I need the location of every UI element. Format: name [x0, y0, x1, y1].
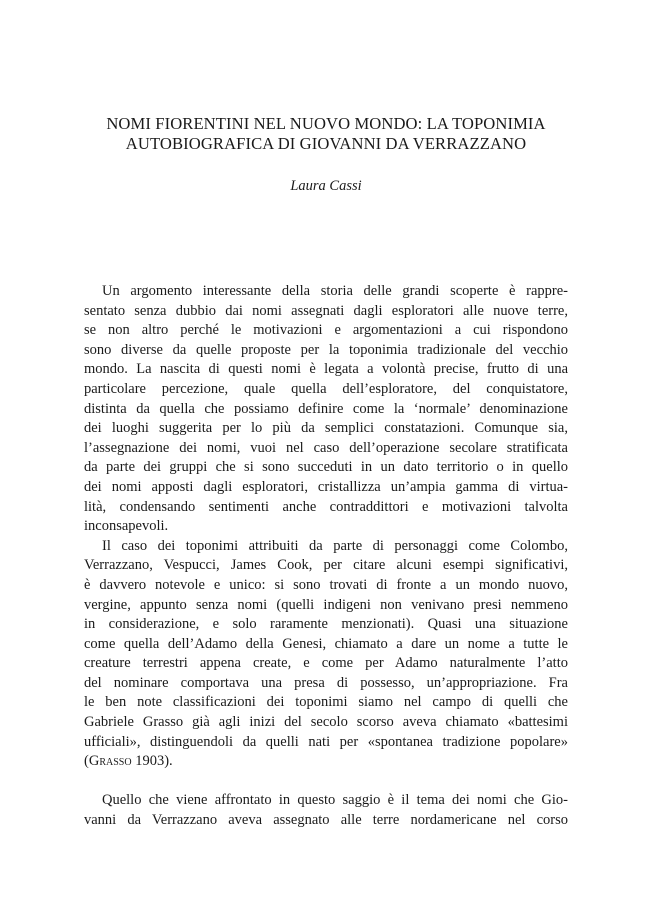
- paragraph-3: [84, 791, 568, 830]
- text-line: particolare percezione, quale quella dell’esploratore, del conquistatore,: [84, 380, 568, 397]
- text-line: in considerazione, e solo raramente menzionati). Quasi una situazione: [84, 616, 568, 633]
- title-line: NOMI FIORENTINI NEL NUOVO MONDO: LA TOPONIMIA: [106, 114, 546, 133]
- text-line: mondo. La nascita di questi nomi è legata a volontà precise, frutto di una: [84, 361, 568, 378]
- article-title: [84, 114, 568, 154]
- citation-author: Grasso: [88, 753, 132, 770]
- text-line: distinta da quella che possiamo definire come la ‘normale’ denominazione: [84, 400, 568, 417]
- text-line: lità, condensando sentimenti anche contraddittori e motivazioni talvolta: [84, 498, 568, 515]
- text-line: è davvero notevole e unico: si sono trovati di fronte a un mondo nuovo,: [84, 576, 568, 593]
- text-line: inconsapevoli.: [84, 518, 169, 535]
- citation-line: [84, 752, 568, 772]
- citation-year: 1903).: [131, 753, 173, 770]
- text-line: Un argomento interessante della storia delle grandi scoperte è rappre-: [102, 283, 568, 299]
- citation-open: (: [84, 753, 89, 770]
- title-line: AUTOBIOGRAFICA DI GIOVANNI DA VERRAZZANO: [125, 134, 527, 153]
- text-line: dei luoghi suggerita per lo più da semplici constatazioni. Comunque sia,: [84, 420, 568, 437]
- text-line: sono diverse da quelle proposte per la toponimia tradizionale del vecchio: [84, 341, 568, 358]
- text-line: dei nomi apposti dagli esploratori, cristallizza un’ampia gamma di virtua-: [84, 478, 568, 495]
- text-line: Gabriele Grasso già agli inizi del secolo scorso aveva chiamato «battesimi: [84, 714, 568, 731]
- text-line: creature terrestri appena create, e come per Adamo naturalmente l’atto: [84, 655, 568, 672]
- text-line: Il caso dei toponimi attribuiti da parte di personaggi come Colombo,: [102, 537, 568, 554]
- text-line: vanni da Verrazzano aveva assegnato alle terre nordamericane nel corso: [84, 812, 568, 829]
- text-line: le ben note classificazioni dei toponimi siamo nel campo di quelli che: [84, 694, 568, 711]
- text-line: ufficiali», distinguendoli da quelli nati per «spontanea tradizione popolare»: [84, 733, 568, 750]
- text-line: l’assegnazione dei nomi, vuoi nel caso dell’operazione secolare stratificata: [84, 439, 568, 456]
- text-line: vergine, appunto senza nomi (quelli indigeni non venivano presi nemmeno: [84, 596, 568, 613]
- article-body: [84, 282, 568, 831]
- text-line: Verrazzano, Vespucci, James Cook, per citare alcuni esempi significativi,: [84, 557, 568, 574]
- paragraph-gap: [84, 772, 568, 792]
- text-line: Quello che viene affrontato in questo saggio è il tema dei nomi che Gio-: [102, 792, 568, 809]
- text-line: come quella dell’Adamo della Genesi, chiamato a dare un nome a tutte le: [84, 635, 568, 652]
- paragraph-1: [84, 282, 568, 537]
- text-line: del nominare comportava una presa di possesso, un’appropriazione. Fra: [84, 674, 568, 691]
- paragraph-2: [84, 537, 568, 772]
- author-name: Laura Cassi: [290, 178, 362, 194]
- text-line: sentato senza dubbio dai nomi assegnati dagli esploratori alle nuove terre,: [84, 302, 568, 319]
- text-line: da parte dei gruppi che si sono succeduti in un dato territorio o in quello: [84, 459, 568, 476]
- text-line: se non altro perché le motivazioni e argomentazioni a cui rispondono: [84, 322, 568, 339]
